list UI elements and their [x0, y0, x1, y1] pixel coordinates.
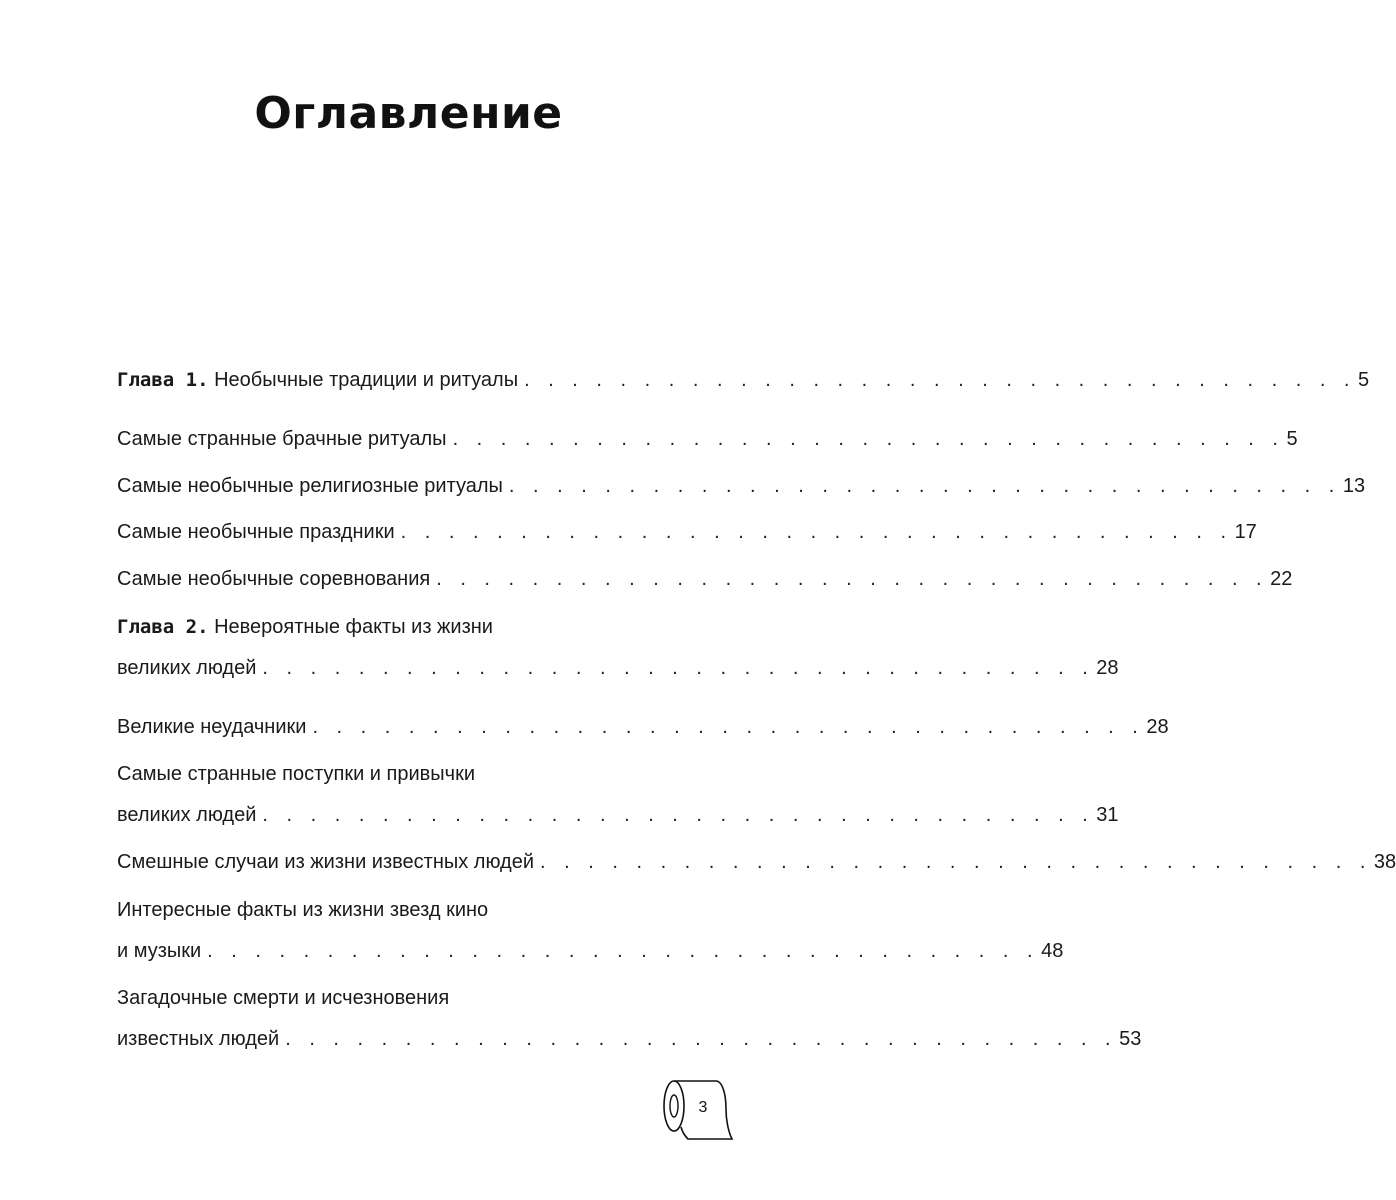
toc-entry-title: Великие неудачники: [117, 716, 307, 738]
toc-page-number: 28: [1096, 657, 1119, 679]
toc-entry-chapter-1[interactable]: [117, 365, 1370, 395]
leader-dots: . . . . . . . . . . . . . . . . . . . . . . . . . . . . . . . . . . .: [262, 804, 1095, 826]
page-number: 3: [698, 1099, 708, 1116]
page-title: Оглавление: [254, 88, 563, 139]
toc-entry-title-continued: великих людей: [117, 657, 257, 679]
toc-entry[interactable]: [117, 517, 1257, 547]
leader-dots: . . . . . . . . . . . . . . . . . . . . . . . . . . . . . . . . . . .: [524, 369, 1356, 391]
toc-entry[interactable]: [117, 759, 641, 789]
toc-page-number: 31: [1096, 804, 1119, 826]
toc-entry-title: Загадочные смерти и исчезновения: [117, 987, 450, 1009]
toc-entry-title: Самые необычные соревнования: [117, 568, 431, 590]
toc-entry-title-continued: и музыки: [117, 940, 202, 962]
toc-entry[interactable]: [117, 471, 1366, 501]
toc-page-number: 38: [1373, 851, 1396, 873]
leader-dots: . . . . . . . . . . . . . . . . . . . . . . . . . . . . . . . . . . .: [452, 428, 1285, 450]
toc-entry[interactable]: [117, 424, 1298, 454]
toc-page-number: 28: [1146, 716, 1169, 738]
toc-page-number: 5: [1286, 428, 1298, 450]
toc-entry[interactable]: [117, 712, 1169, 742]
toc-entry-title: Самые странные поступки и привычки: [117, 763, 475, 785]
leader-dots: . . . . . . . . . . . . . . . . . . . . . . . . . . . . . . . . . . .: [508, 475, 1341, 497]
toc-entry-title: Смешные случаи из жизни известных людей: [117, 851, 534, 873]
toc-page-number: 22: [1270, 568, 1293, 590]
toc-page-number: 48: [1041, 940, 1064, 962]
toc-page-number: 13: [1342, 475, 1366, 497]
toc-entry-chapter-2[interactable]: [117, 612, 641, 642]
leader-dots: . . . . . . . . . . . . . . . . . . . . . . . . . . . . . . . . . . .: [312, 716, 1145, 738]
toc-entry-title-continued: великих людей: [117, 804, 257, 826]
toc-entry-title: Необычные традиции и ритуалы: [208, 369, 519, 391]
toc-entry-title: Интересные факты из жизни звезд кино: [117, 899, 489, 921]
toc-entry-continuation[interactable]: [117, 653, 1119, 683]
toc-entry[interactable]: [117, 847, 1396, 877]
toc-page-number: 5: [1358, 369, 1370, 391]
toc-entry-continuation[interactable]: [117, 800, 1119, 830]
toc-entry-title: Самые странные брачные ритуалы: [117, 428, 447, 450]
leader-dots: . . . . . . . . . . . . . . . . . . . . . . . . . . . . . . . . . . .: [262, 657, 1095, 679]
chapter-label: Глава 1.: [117, 369, 209, 391]
leader-dots: . . . . . . . . . . . . . . . . . . . . . . . . . . . . . . . . . . .: [436, 568, 1269, 590]
toc-entry[interactable]: [117, 564, 1293, 594]
toc-entry-title: Невероятные факты из жизни: [208, 616, 493, 638]
leader-dots: . . . . . . . . . . . . . . . . . . . . . . . . . . . . . . . . . . .: [285, 1028, 1118, 1050]
leader-dots: . . . . . . . . . . . . . . . . . . . . . . . . . . . . . . . . . . .: [400, 521, 1233, 543]
toc-entry-title: Самые необычные религиозные ритуалы: [117, 475, 503, 497]
toc-page-number: 53: [1119, 1028, 1142, 1050]
toc-entry-continuation[interactable]: [117, 936, 1064, 966]
chapter-label: Глава 2.: [117, 616, 209, 638]
toc-entry-title: Самые необычные праздники: [117, 521, 395, 543]
toc-entry-continuation[interactable]: [117, 1024, 1142, 1054]
toc-entry[interactable]: [117, 983, 641, 1013]
toc-entry-title-continued: известных людей: [117, 1028, 280, 1050]
leader-dots: . . . . . . . . . . . . . . . . . . . . . . . . . . . . . . . . . . .: [540, 851, 1372, 873]
leader-dots: . . . . . . . . . . . . . . . . . . . . . . . . . . . . . . . . . . .: [207, 940, 1040, 962]
toc-entry[interactable]: [117, 895, 641, 925]
toc-page-number: 17: [1234, 521, 1257, 543]
